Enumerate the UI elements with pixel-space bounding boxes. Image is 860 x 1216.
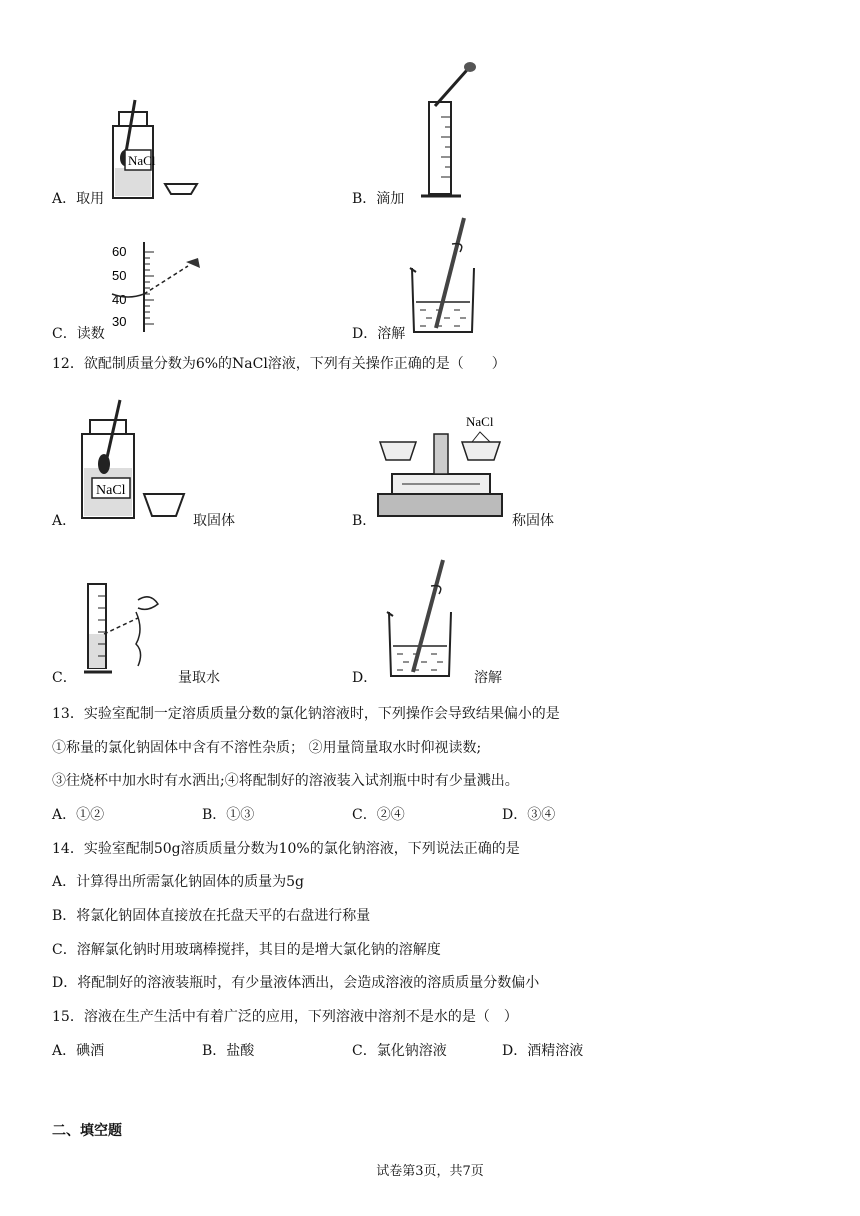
balance-icon xyxy=(372,412,522,520)
svg-text:30: 30 xyxy=(112,314,127,329)
beaker-stir-icon xyxy=(385,558,457,678)
q14-option-d: D．将配制好的溶液装瓶时，有少量液体洒出，会造成溶液的溶质质量分数偏小 xyxy=(52,975,540,991)
cylinder-reading-icon xyxy=(110,242,210,334)
q13-option-b: B．①③ xyxy=(202,807,255,823)
q12-option-b: B． xyxy=(352,513,377,529)
svg-text:50: 50 xyxy=(112,268,127,283)
q12-option-a-label: 取固体 xyxy=(193,513,235,529)
q13-option-d: D．③④ xyxy=(502,807,556,823)
q11-option-a: A．取用 xyxy=(52,191,105,207)
q12-option-a: A． xyxy=(52,513,77,529)
q11-option-d: D．溶解 xyxy=(352,326,406,342)
q13-condition-1: ①称量的氯化钠固体中含有不溶性杂质； ②用量筒量取水时仰视读数; xyxy=(52,740,482,756)
cylinder-eye-icon xyxy=(84,582,168,678)
q13-stem: 13．实验室配制一定溶质质量分数的氯化钠溶液时，下列操作会导致结果偏小的是 xyxy=(52,706,560,722)
svg-text:60: 60 xyxy=(112,244,127,259)
q15-option-c: C．氯化钠溶液 xyxy=(352,1043,447,1059)
page-footer: 试卷第3页，共7页 xyxy=(376,1164,484,1179)
q12-option-c: C． xyxy=(52,670,77,686)
q12-option-d-label: 溶解 xyxy=(474,670,502,686)
beaker-stir-icon xyxy=(408,216,480,334)
q12-stem: 12．欲配制质量分数为6%的NaCl溶液，下列有关操作正确的是（ ） xyxy=(52,356,506,372)
svg-text:40: 40 xyxy=(112,292,127,307)
q12-option-b-label: 称固体 xyxy=(512,513,554,529)
q14-option-a: A．计算得出所需氯化钠固体的质量为5g xyxy=(52,874,304,890)
nacl-bottle-icon xyxy=(105,98,205,202)
svg-text:NaCl: NaCl xyxy=(466,414,494,429)
q13-option-c: C．②④ xyxy=(352,807,405,823)
q15-option-d: D．酒精溶液 xyxy=(502,1043,584,1059)
q13-option-a: A．①② xyxy=(52,807,105,823)
q11-option-c: C．读数 xyxy=(52,326,105,342)
q11-option-b: B．滴加 xyxy=(352,191,405,207)
q14-option-b: B．将氯化钠固体直接放在托盘天平的右盘进行称量 xyxy=(52,908,371,924)
q13-condition-2: ③往烧杯中加水时有水洒出;④将配制好的溶液装入试剂瓶中时有少量溅出。 xyxy=(52,773,519,789)
q15-stem: 15．溶液在生产生活中有着广泛的应用，下列溶液中溶剂不是水的是（ ） xyxy=(52,1009,518,1025)
q12-option-d: D． xyxy=(352,670,378,686)
q12-option-c-label: 量取水 xyxy=(178,670,220,686)
q15-option-a: A．碘酒 xyxy=(52,1043,105,1059)
section-title: 二、填空题 xyxy=(52,1123,122,1139)
svg-text:NaCl: NaCl xyxy=(96,483,126,498)
q14-option-c: C．溶解氯化钠时用玻璃棒搅拌，其目的是增大氯化钠的溶解度 xyxy=(52,942,441,958)
dropper-cylinder-icon xyxy=(415,62,485,202)
q15-option-b: B．盐酸 xyxy=(202,1043,255,1059)
nacl-bottle-icon xyxy=(80,398,192,520)
q14-stem: 14．实验室配制50g溶质质量分数为10%的氯化钠溶液，下列说法正确的是 xyxy=(52,841,520,857)
svg-text:NaCl: NaCl xyxy=(128,153,156,168)
